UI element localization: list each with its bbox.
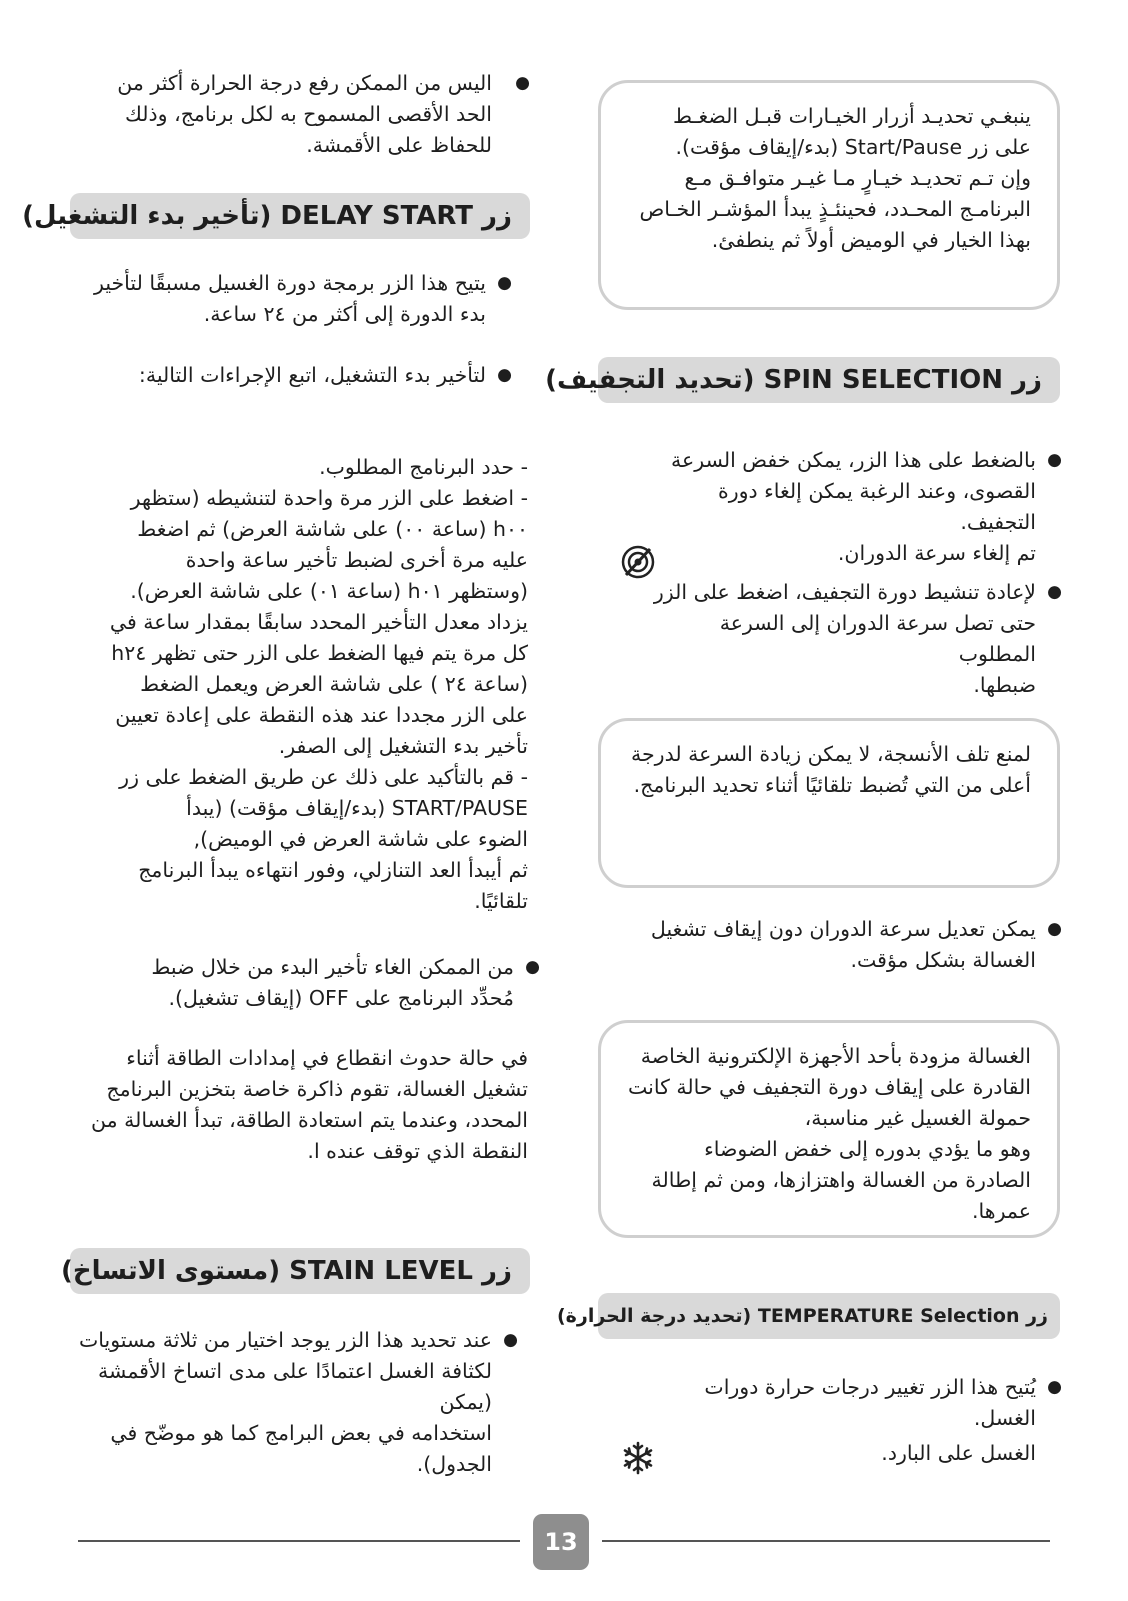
text-line: التجفيف. — [960, 510, 1036, 534]
text-line: تشغيل الغسالة، تقوم ذاكرة خاصة بتخزين البرنامج — [106, 1077, 528, 1101]
delay-cancel-section — [120, 952, 540, 1014]
text-line: الصادرة من الغسالة واهتزازها، ومن ثم إطالة — [651, 1168, 1031, 1192]
text-line: ● من الممكن الغاء تأخير البدء من خلال ضبط — [151, 955, 514, 979]
text-line: القادرة على إيقاف دورة التجفيف في حالة كانت — [627, 1075, 1031, 1099]
spin-limit-note-box — [598, 718, 1060, 888]
text-line: في حالة حدوث انقطاع في إمدادات الطاقة أثناء — [126, 1046, 528, 1070]
text-line: حتى تصل سرعة الدوران إلى السرعة المطلوب — [719, 611, 1036, 666]
temperature-note-bullet — [80, 68, 530, 161]
text-line: الغسالة مزودة بأحد الأجهزة الإلكترونية الخاصة — [640, 1044, 1031, 1068]
text-line: الغسالة بشكل مؤقت. — [850, 948, 1036, 972]
text-line: لكثافة الغسل اعتمادًا على مدى اتساخ الأقمشة (يمكن — [98, 1359, 492, 1414]
spin-reactivate-bullet — [640, 577, 1062, 701]
text-line: القصوى، وعند الرغبة يمكن إلغاء دورة — [717, 479, 1036, 503]
delay-cancel-bullet — [120, 952, 540, 1014]
stain-level-bullet — [70, 1325, 518, 1480]
spin-selection-section — [640, 445, 1062, 701]
text-line: المحدد، وعندما يتم استعادة الطاقة، تبدأ الغسالة من — [91, 1108, 528, 1132]
stain-level-section — [70, 1325, 518, 1480]
step-line: كل مرة يتم فيها الضغط على الزر حتى تظهر h٢٤ — [111, 641, 528, 665]
text-line: للحفاظ على الأقمشة. — [306, 133, 492, 157]
cold-wash-label — [640, 1438, 1062, 1469]
step-line: - قم بالتأكيد على ذلك عن طريق الضغط على زر — [119, 765, 528, 789]
step-line: START/PAUSE (بدء/إيقاف مؤقت) (يبدأ — [186, 796, 528, 820]
text-line: ● الیس من الممکن رفع درجة الحرارة أكثر من — [117, 71, 492, 95]
spin-adjust-bullet — [640, 914, 1062, 976]
delay-intro-bullet — [80, 268, 512, 330]
step-line: ثم أيبدأ العد التنازلي، وفور انتهاءه يبدأ البرنامج — [138, 858, 528, 882]
text-line: استخدامه في بعض البرامج كما هو موضّح في — [110, 1421, 492, 1445]
text-line: الحد الأقصى المسموح به لكل برنامج، وذلك — [125, 102, 492, 126]
spin-cancel-icon — [620, 544, 656, 580]
spin-selection-heading: زر SPIN SELECTION (تحديد التجفيف) — [598, 357, 1060, 403]
snowflake-icon — [620, 1440, 656, 1476]
spin-cancelled-label — [640, 538, 1062, 569]
text-line: ● يتيح هذا الزر برمجة دورة الغسيل مسبقًا لتأخير — [94, 271, 486, 295]
temperature-section — [640, 1372, 1062, 1469]
delay-start-heading: زر DELAY START (تأخير بدء التشغيل) — [70, 193, 530, 239]
text-line: ● بالضغط على هذا الزر، يمكن خفض السرعة — [671, 448, 1036, 472]
delay-steps-intro-bullet — [80, 360, 512, 391]
text-line: بهذا الخيار في الوميض أولاً ثم ينطفئ. — [711, 228, 1031, 252]
text-line: حمولة الغسيل غير مناسبة، — [804, 1106, 1031, 1130]
stain-level-heading: زر STAIN LEVEL (مستوى الاتساخ) — [70, 1248, 530, 1294]
spin-reduce-bullet — [640, 445, 1062, 538]
step-line: الضوء على شاشة العرض في الوميض), — [193, 827, 528, 851]
temperature-bullet — [640, 1372, 1062, 1434]
text-line: ينبغـي تحديـد أزرار الخيـارات قبـل الضغـط — [673, 104, 1031, 128]
delay-steps-list — [80, 452, 528, 917]
step-line: تأخير بدء التشغيل إلى الصفر. — [278, 734, 528, 758]
text-line: ● يُتيح هذا الزر تغيير درجات حرارة دورات — [704, 1375, 1036, 1399]
delay-start-section — [80, 268, 512, 391]
text-line: وهو ما يؤدي بدوره إلى خفض الضوضاء — [704, 1137, 1031, 1161]
options-note-box — [598, 80, 1060, 310]
step-line: تلقائيًا. — [474, 889, 528, 913]
step-line: - حدد البرنامج المطلوب. — [319, 455, 528, 479]
step-line: (ساعة ٢٤ ) على شاشة العرض ويعمل الضغط — [140, 672, 528, 696]
step-line: h٠٠ (ساعة ٠٠) على شاشة العرض) ثم اضغط — [137, 517, 528, 541]
cold-wash-text: الغسل على البارد. — [881, 1441, 1036, 1465]
text-line: الغسل. — [973, 1406, 1036, 1430]
text-line: أعلى من التي تُضبط تلقائيًا أثناء تحديد البرنامج. — [633, 773, 1031, 797]
text-line: وإن تـم تحديـد خيـارٍ مـا غيـر متوافـق مـع — [684, 166, 1031, 190]
text-line: ● عند تحديد هذا الزر يوجد اختيار من ثلاثة مستويات — [78, 1328, 492, 1352]
power-failure-paragraph — [80, 1043, 528, 1167]
step-line: يزداد معدل التأخير المحدد سابقًا بمقدار ساعة في — [109, 610, 528, 634]
footer-rule-right — [602, 1540, 1050, 1542]
text-line: الجدول). — [416, 1452, 492, 1476]
text-line: عمرها. — [972, 1199, 1031, 1223]
text-line: البرنامـج المحـدد، فحينئـذٍ يبدأ المؤشـر الخـاص — [639, 197, 1031, 221]
text-line: ● يمكن تعديل سرعة الدوران دون إيقاف تشغيل — [650, 917, 1036, 941]
page-number: 13 — [533, 1514, 589, 1570]
unbalance-note-box — [598, 1020, 1060, 1238]
text-line: النقطة الذي توقف عنده ا. — [307, 1139, 528, 1163]
footer-rule-left — [78, 1540, 520, 1542]
spin-cancelled-text: تم إلغاء سرعة الدوران. — [837, 541, 1036, 565]
text-line: بدء الدورة إلى أكثر من ٢٤ ساعة. — [203, 302, 486, 326]
step-line: (وستظهر h٠١ (ساعة ٠١) على شاشة العرض). — [130, 579, 528, 603]
text-line: على زر Start/Pause (بدء/إيقاف مؤقت). — [675, 135, 1031, 159]
step-line: - اضغط على الزر مرة واحدة لتنشيطه (ستظهر — [130, 486, 528, 510]
text-line: ضبطها. — [973, 673, 1036, 697]
left-column — [80, 68, 530, 161]
text-line: مُحدِّد البرنامج على OFF (إيقاف تشغيل). — [168, 986, 514, 1010]
text-line: ● لتأخير بدء التشغيل، اتبع الإجراءات التالية: — [138, 363, 486, 387]
step-line: عليه مرة أخرى لضبط تأخير ساعة واحدة — [185, 548, 528, 572]
temperature-selection-heading: زر TEMPERATURE Selection (تحديد درجة الحرارة) — [598, 1293, 1060, 1339]
text-line: لمنع تلف الأنسجة، لا يمكن زيادة السرعة لدرجة — [631, 742, 1031, 766]
text-line: ● لإعادة تنشيط دورة التجفيف، اضغط على الزر — [653, 580, 1036, 604]
spin-adjust-section — [640, 914, 1062, 976]
step-line: على الزر مجددا عند هذه النقطة على إعادة تعيين — [115, 703, 528, 727]
